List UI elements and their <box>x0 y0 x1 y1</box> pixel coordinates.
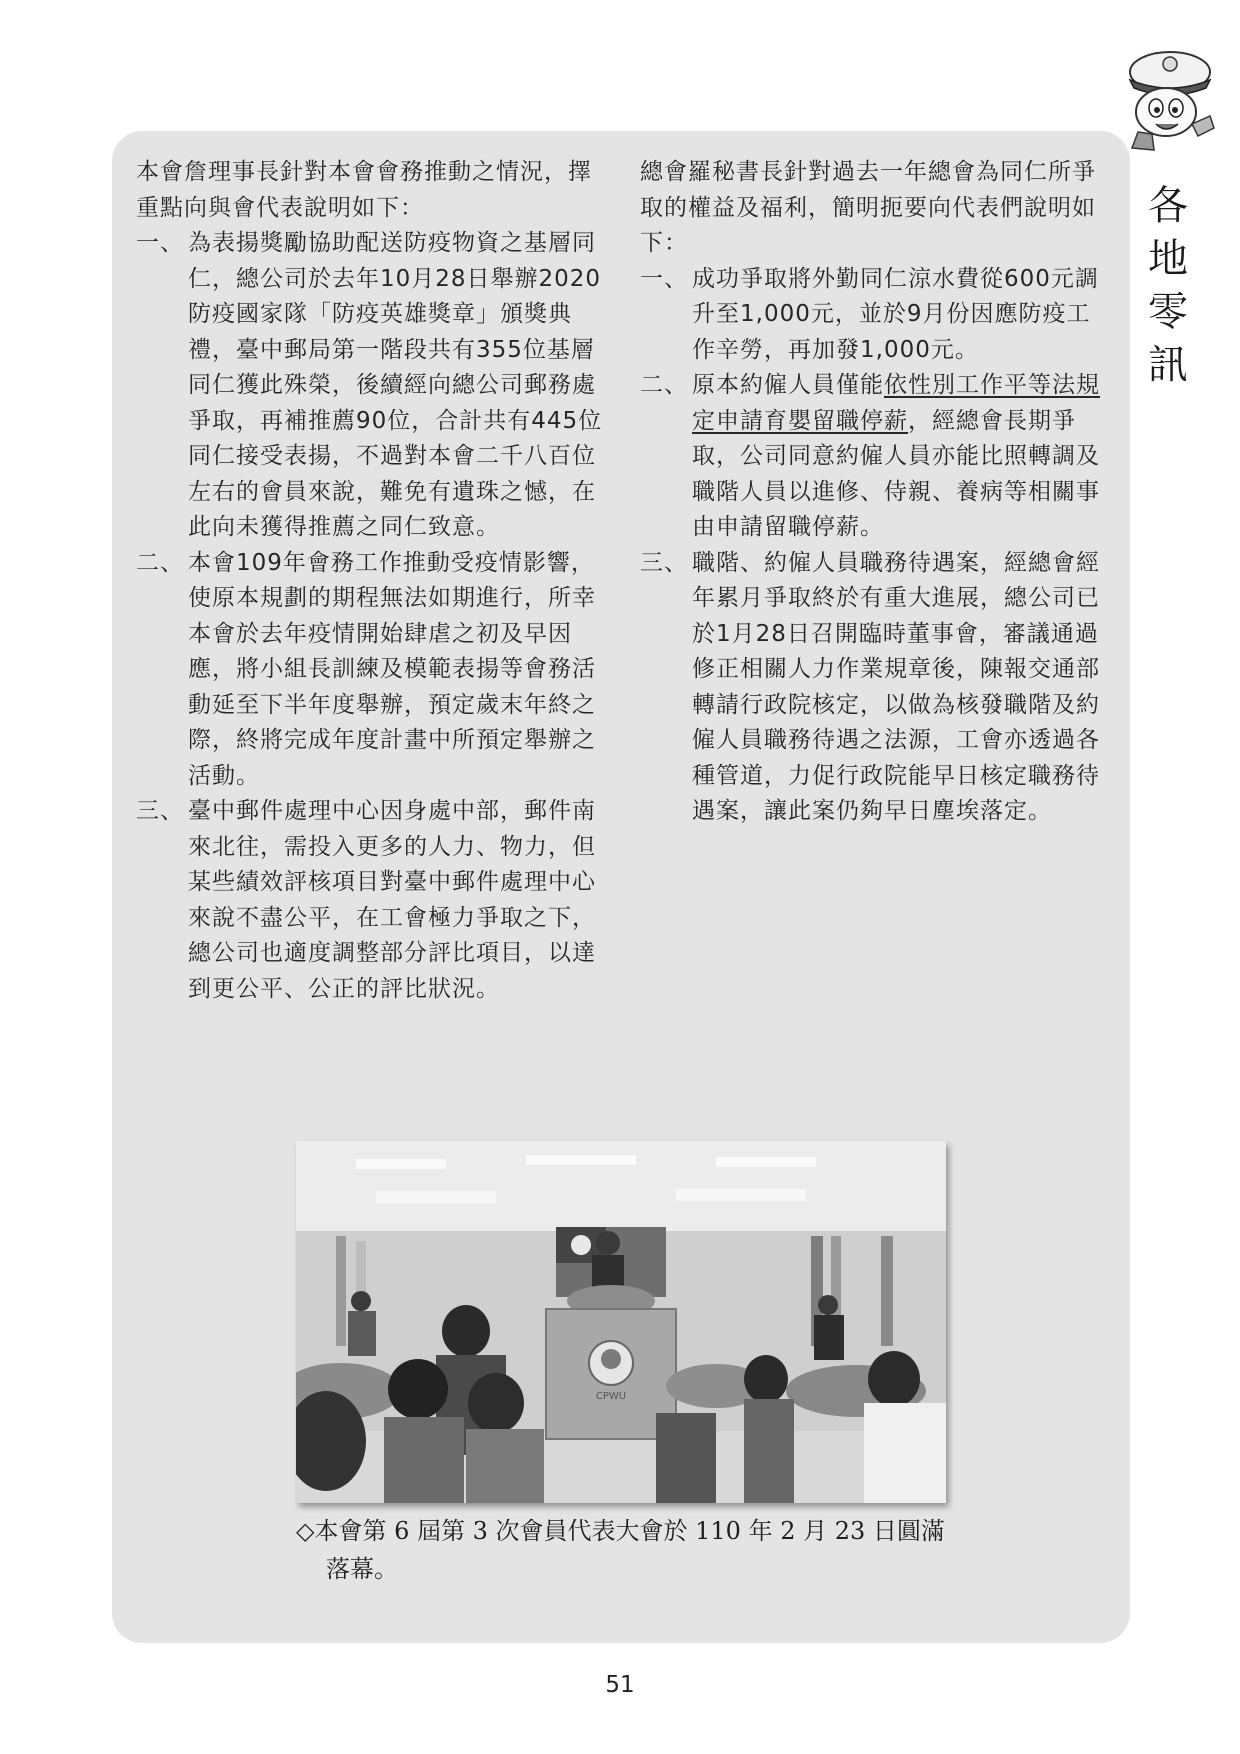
section-title-char: 零 <box>1148 289 1188 335</box>
item-number: 三、 <box>136 798 184 824</box>
left-intro: 本會詹理事長針對本會會務推動之情況，擇重點向與會代表說明如下： <box>136 159 592 221</box>
item-text: 成功爭取將外勤同仁涼水費從600元調升至1,000元，並於9月份因應防疫工作辛勞，再加發1,000元。 <box>692 265 1099 363</box>
item-text <box>692 368 1106 546</box>
item-text: 臺中郵件處理中心因身處中部，郵件南來北往，需投入更多的人力、物力，但某些績效評核項目對臺中郵件處理中心來說不盡公平，在工會極力爭取之下，總公司也適度調整部分評比項目，以達到更公平、公正的評比狀況。 <box>188 798 596 1002</box>
list-item <box>136 794 608 1007</box>
page-number: 51 <box>605 1672 635 1698</box>
section-title-vertical <box>1138 180 1198 392</box>
caption-line-2: 落幕。 <box>326 1555 398 1583</box>
photo-caption <box>296 1512 956 1588</box>
postman-mascot-illustration <box>1118 44 1218 154</box>
list-item <box>136 546 608 795</box>
section-title-char: 地 <box>1148 236 1188 282</box>
item-number: 一、 <box>640 265 688 292</box>
right-intro: 總會羅秘書長針對過去一年總會為同仁所爭取的權益及福利，簡明扼要向代表們說明如下： <box>640 159 1096 256</box>
section-title-char: 訊 <box>1148 342 1188 388</box>
item-number: 三、 <box>640 549 688 576</box>
caption-line-1: ◇本會第 6 屆第 3 次會員代表大會於 110 年 2 月 23 日圓滿 <box>296 1517 945 1545</box>
meeting-photo-illustration <box>296 1141 946 1503</box>
left-column <box>136 155 608 1007</box>
meeting-photo <box>296 1141 946 1503</box>
right-column <box>640 155 1106 830</box>
list-item <box>136 226 608 546</box>
list-item <box>640 262 1106 369</box>
item-number: 二、 <box>640 372 688 398</box>
item-text-pre: 原本約僱人員僅能 <box>692 372 884 398</box>
item-number: 一、 <box>136 230 184 256</box>
section-title-char: 各 <box>1148 183 1188 229</box>
item-text: 本會109年會務工作推動受疫情影響，使原本規劃的期程無法如期進行，所幸本會於去年疫情開始肆虐之初及早因應，將小組長訓練及模範表揚等會務活動延至下半年度舉辦，預定歲末年終之際，終將完成年度計畫中所預定舉辦之活動。 <box>188 549 596 789</box>
list-item <box>640 368 1106 546</box>
item-text-post: ，經總會長期爭取，公司同意約僱人員亦能比照轉調及職階人員以進修、侍親、養病等相關事由申請留職停薪。 <box>692 407 1100 540</box>
list-item <box>640 546 1106 830</box>
podium-logo-text: CPWU <box>595 1391 627 1402</box>
item-text: 職階、約僱人員職務待遇案，經總會經年累月爭取終於有重大進展，總公司已於1月28日召開臨時董事會，審議通過修正相關人力作業規章後，陳報交通部轉請行政院核定，以做為核發職階及約僱人員職務待遇之法源，工會亦透過各種管道，力促行政院能早日核定職務待遇案，讓此案仍夠早日塵埃落定。 <box>692 549 1100 824</box>
item-text: 為表揚獎勵協助配送防疫物資之基層同仁，總公司於去年10月28日舉辦2020防疫國家隊「防疫英雄獎章」頒獎典禮，臺中郵局第一階段共有355位基層同仁獲此殊榮，後續經向總公司郵務處爭取，再補推薦90位，合計共有445位同仁接受表揚，不過對本會二千八百位左右的會員來說，難免有遺珠之憾，在此向未獲得推薦之同仁致意。 <box>188 230 603 540</box>
underlined-text: 依性別工作平等法規定申請育嬰留職停薪 <box>692 372 1100 434</box>
item-number: 二、 <box>136 549 184 576</box>
